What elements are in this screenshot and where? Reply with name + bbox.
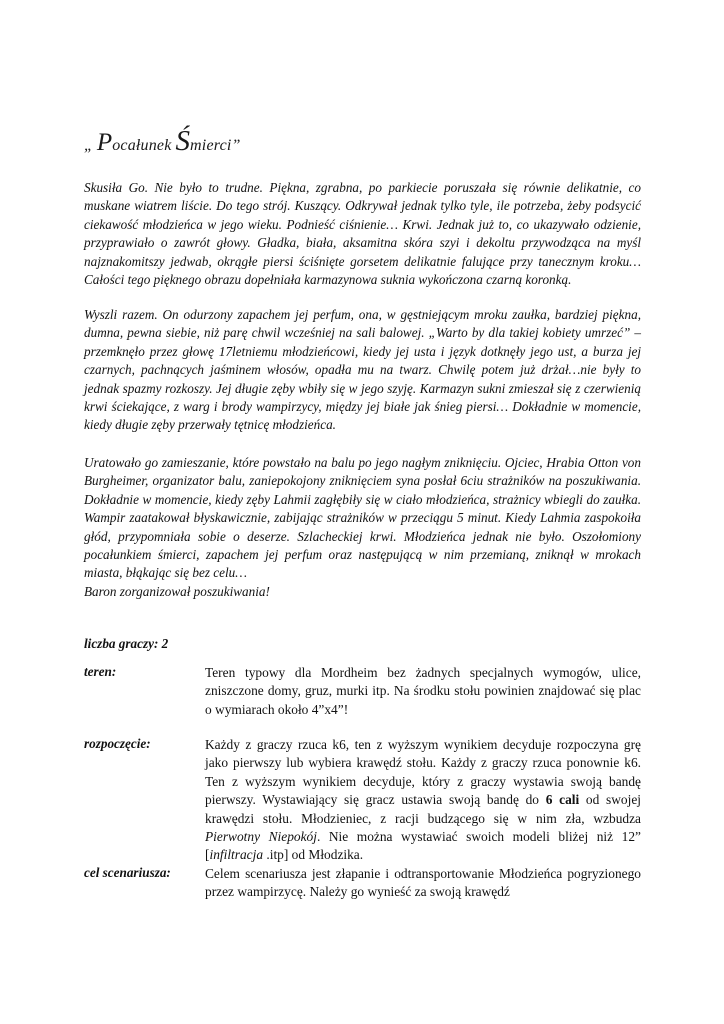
story-paragraph-4: Baron zorganizował poszukiwania!: [84, 584, 270, 599]
title-initial-s: Ś: [175, 125, 191, 157]
title-initial-p: P: [96, 129, 113, 156]
story-paragraph-2: Wyszli razem. On odurzony zapachem jej perfum, ona, w gęstniejącym mroku zaułka, bardziej piękna, dumna, pewna siebie, niż parę chwil wcześniej na sali balowej. „Warto by dla takiej kobiety umrzeć” – przemknęło przez głowę 17letniemu młodzieńcowi, kiedy jej usta i język dotknęły jego ust, a burza jej czarnych, pachnących jaśminem włosów, opadła mu na twarz. Chwilę potem już drżał…nie były to jednak spazmy rozkoszy. Jej długie zęby wbiły się w jego szyję. Karmazyn sukni zmieszał się z czerwienią krwi ściekające, z warg i brody wampirzycy, między jej białe jak śnieg piersi… Dokładnie w momencie, kiedy długie zęby przerwały tętnicę młodzieńca.: [84, 307, 641, 433]
setup-text-part-2: od swojej krawędzi stołu. Młodzieniec, z racji budzącego się w nim zła, wzbudza: [205, 792, 642, 826]
story-paragraph-1: Skusiła Go. Nie było to trudne. Piękna, zgrabna, po parkiecie poruszała się równie delikatnie, co muskane wiatrem liście. Do tego strój. Kuszący. Odkrywał jednak tylko tyle, ile potrzeba, żeby podsycić ciekawość młodzieńca w jego wieku. Podnieść ciśnienie… Krwi. Jednak już to, co ukazywało odzienie, przyprawiało o zawrót głowy. Gładka, biała, aksamitna skóra szyi i dekoltu przywodząca na myśl najznakomitszy jedwab, okrągłe piersi ściśnięte gorsetem delikatnie falujące przy tanecznym kroku… Całości tego pięknego obrazu dopełniała karmazynowa suknia wykończona czarną koronką.: [84, 180, 641, 288]
setup-rule-primal-fear: Pierwotny Niepokój: [205, 829, 317, 845]
setup-text-part-1: Każdy z graczy rzuca k6, ten z wyższym wynikiem decyduje rozpoczyna grę jako pierwszy lub wybiera krawędź stołu. Każdy z graczy rzuca ponownie k6. Ten z wyższym wynikiem decyduje, który z graczy wystawia swoją bandę pierwszy. Wystawiający się gracz ustawia swoją bandę do: [205, 737, 641, 808]
rule-label-terrain: teren:: [84, 664, 117, 679]
title-open-quote: „: [84, 137, 93, 154]
title-close-quote: ”: [231, 137, 241, 154]
title-word-pocalunek: ocałunek: [112, 137, 172, 154]
player-count: liczba graczy: 2: [84, 636, 169, 651]
setup-text-part-4: .itp] od Młodzika.: [263, 847, 364, 863]
rule-text-goal: Celem scenariusza jest złapanie i odtransportowanie Młodzieńca pogryzionego przez wampirzycę. Należy go wynieść za swoją krawędź: [205, 866, 641, 900]
rule-label-goal: cel scenariusza:: [84, 865, 171, 880]
rule-text-setup: [205, 736, 641, 865]
title-word-smierci: mierci: [190, 137, 232, 154]
rule-text-terrain: Teren typowy dla Mordheim bez żadnych specjalnych wymogów, ulice, zniszczone domy, gruz, murki itp. Na środku stołu powinien znajdować się plac o wymiarach około 4”x4”!: [205, 665, 641, 717]
setup-rule-infiltration: infiltracja: [209, 847, 264, 863]
story-paragraph-3: Uratowało go zamieszanie, które powstało na balu po jego nagłym zniknięciu. Ojciec, Hrabia Otton von Burgheimer, organizator balu, zaniepokojony zniknięciem syna posłał 6ciu strażników na poszukiwania. Dokładnie w momencie, kiedy zęby Lahmii zagłębiły się w ciało młodzieńca, strażnicy wbiegli do zaułka. Wampir zaatakował błyskawicznie, zabijając strażników w przeciągu 5 minut. Kiedy Lahmia zaspokoiła głód, przypomniała sobie o deserze. Szlacheckiej krwi. Młodzieńca jednak nie było. Oszołomiony pocałunkiem śmierci, zapachem jej perfum oraz następującą w nim przemianą, zniknął w mrokach miasta, błąkając się bez celu…: [84, 455, 641, 581]
scenario-title: [84, 125, 240, 158]
rule-label-setup: rozpoczęcie:: [84, 736, 151, 751]
setup-distance: 6 cali: [545, 792, 580, 808]
setup-text-part-3: . Nie można wystawiać swoich modeli bliżej niż 12” [: [205, 829, 641, 863]
